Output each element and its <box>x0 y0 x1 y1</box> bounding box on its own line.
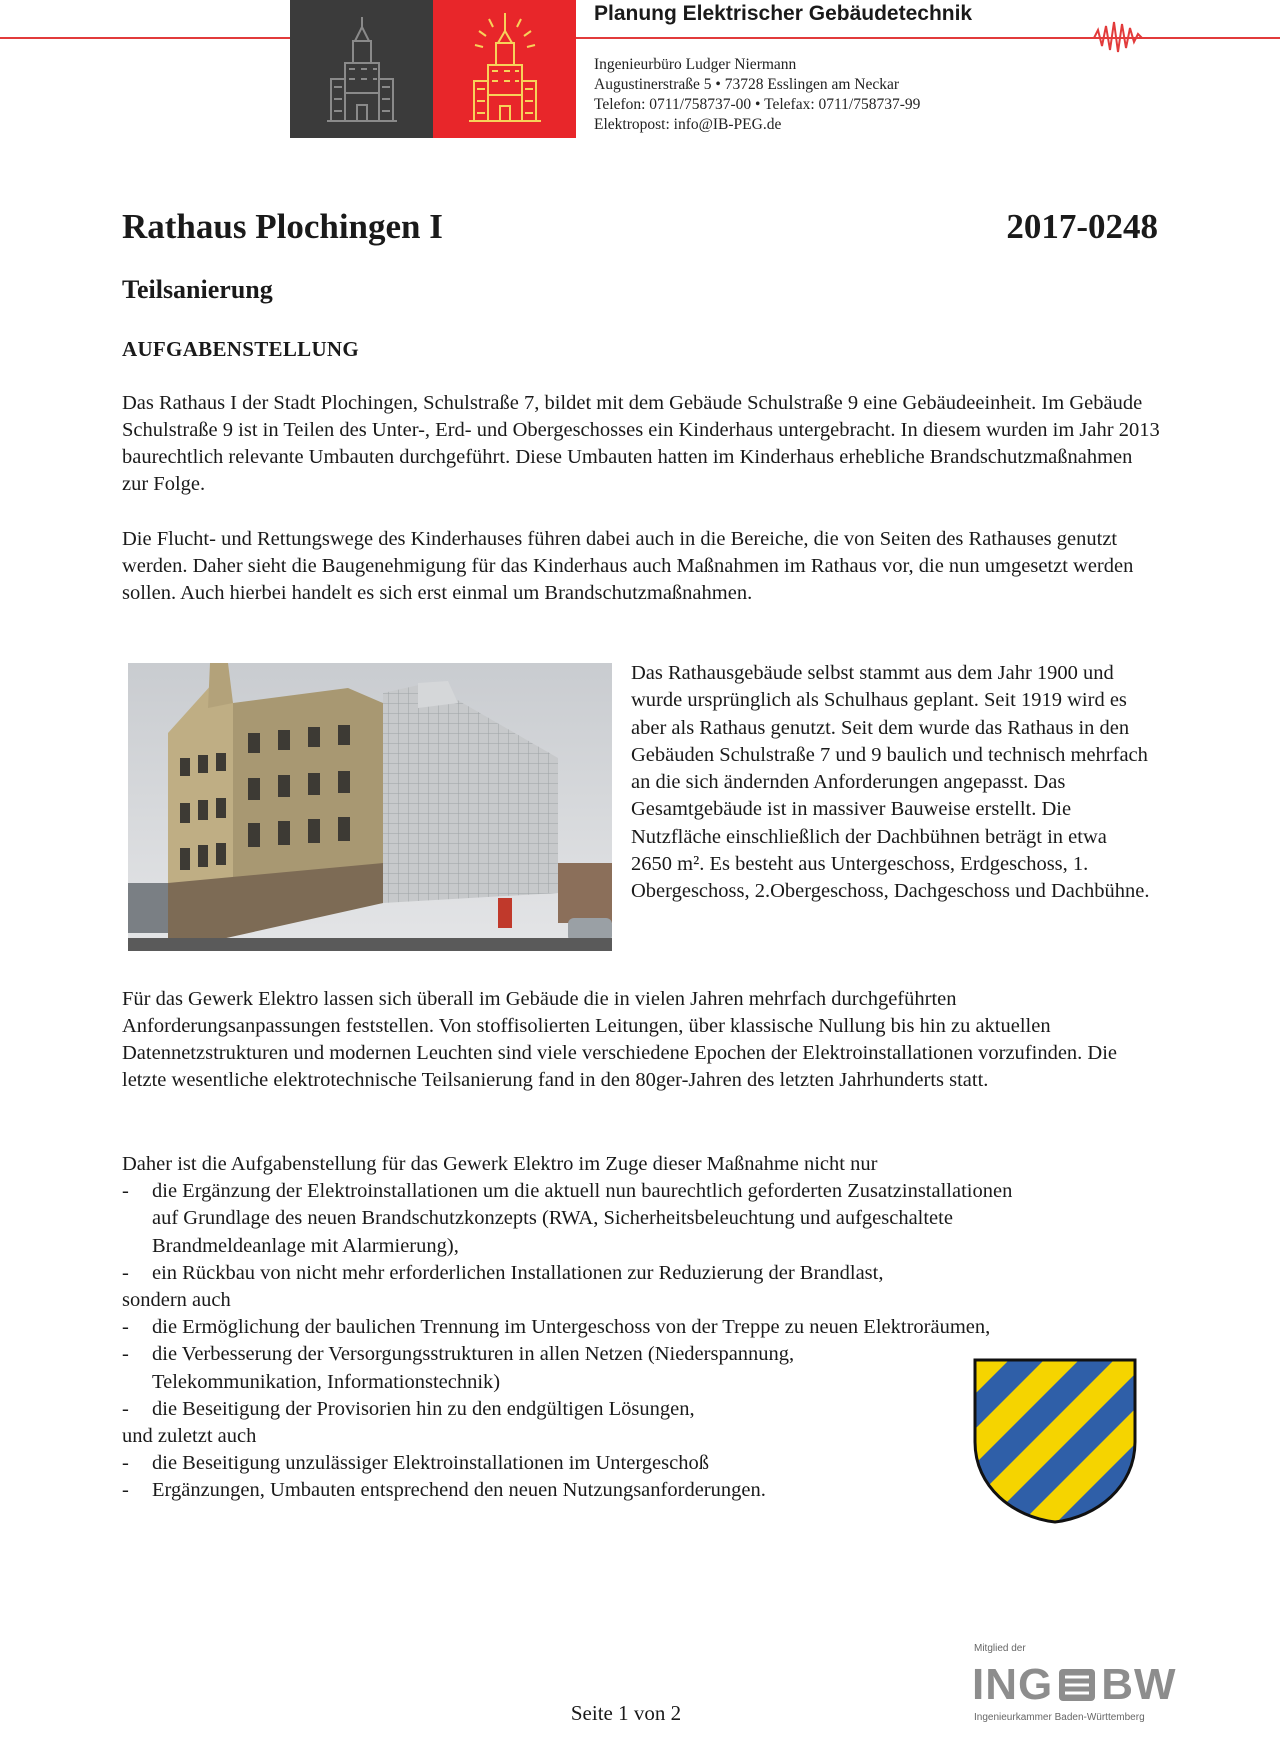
list-bullet: - <box>122 1452 129 1475</box>
office-address: Augustinerstraße 5 • 73728 Esslingen am Neckar <box>594 76 900 93</box>
list-item-text: die Beseitigung der Provisorien hin zu den endgültigen Lösungen, <box>152 1397 695 1420</box>
project-number: 2017-0248 <box>1006 207 1158 246</box>
ingbw-subtitle: Ingenieurkammer Baden-Württemberg <box>974 1712 1145 1723</box>
list-intro: Daher ist die Aufgabenstellung für das Gewerk Elektro im Zuge dieser Maßnahme nicht nur <box>122 1153 878 1175</box>
list-item <box>122 1260 1182 1287</box>
city-hall-lit-icon <box>455 9 555 129</box>
paragraph-escape-routes: Die Flucht- und Rettungswege des Kinderhauses führen dabei auch in die Bereiche, die von Seiten des Rathauses genutzt werden. Daher sieht die Baugenehmigung für das Kinderhaus auch Maßnahmen im Rathaus vor, die nun umgesetzt werden sollen. Auch hierbei handelt es sich erst einmal um Brandschutzmaßnahmen. <box>122 528 1134 604</box>
project-title: Rathaus Plochingen I <box>122 207 443 246</box>
list-item <box>122 1314 1182 1341</box>
list-connector: und zuletzt auch <box>122 1425 257 1448</box>
list-item-text: die Ergänzung der Elektroinstallationen um die aktuell nun baurechtlich geforderten Zusatzinstallationen auf Grundlage des neuen Brandschutzkonzepts (RWA, Sicherheitsbeleuchtung und aufgeschaltete Brandmeldeanlage mit Alarmierung), <box>152 1180 1013 1257</box>
paragraph-electrical-state: Für das Gewerk Elektro lassen sich überall im Gebäude die in vielen Jahren mehrfach durchgeführten Anforderungsanpassungen feststellen. Von stoffisolierten Leitungen, über klassische Nullung bis hin zu aktuellen Datennetzstrukturen und modernen Leuchten sind viele verschiedene Epochen der Elektroinstallationen vorzufinden. Die letzte wesentliche elektrotechnische Teilsanierung fand in den 80ger-Jahren des letzten Jahrhunderts statt. <box>122 988 1118 1091</box>
logo-tile-red <box>433 0 576 138</box>
signal-wave-icon <box>1086 12 1176 62</box>
company-title: Planung Elektrischer Gebäudetechnik <box>594 2 982 26</box>
state-crest-icon <box>1057 1665 1097 1705</box>
list-bullet: - <box>122 1343 129 1366</box>
city-hall-icon <box>317 9 407 129</box>
page-number: Seite 1 von 2 <box>570 1701 682 1725</box>
list-item <box>122 1178 1182 1260</box>
list-bullet: - <box>122 1397 129 1420</box>
logo-tile-gray <box>290 0 433 138</box>
project-subtitle: Teilsanierung <box>122 275 273 304</box>
list-bullet: - <box>122 1261 129 1284</box>
list-item-text: die Verbesserung der Versorgungsstrukturen in allen Netzen (Niederspannung, Telekommunikation, Informationstechnik) <box>152 1343 795 1393</box>
list-bullet: - <box>122 1479 129 1502</box>
office-name: Ingenieurbüro Ludger Niermann <box>594 56 797 73</box>
company-contact-block <box>594 55 920 135</box>
list-item-text: ein Rückbau von nicht mehr erforderlichen Installationen zur Reduzierung der Brandlast, <box>152 1261 884 1284</box>
ingbw-logo-left: ING <box>972 1660 1054 1709</box>
paragraph-intro: Das Rathaus I der Stadt Plochingen, Schulstraße 7, bildet mit dem Gebäude Schulstraße 9 eine Gebäudeeinheit. Im Gebäude Schulstraße 9 ist in Teilen des Unter-, Erd- und Obergeschosses ein Kinderhaus untergebracht. In diesem wurden im Jahr 2013 baurechtlich relevante Umbauten durchgeführt. Diese Umbauten hatten im Kinderhaus erhebliche Brandschutzmaßnahmen zur Folge. <box>122 392 1160 495</box>
list-bullet: - <box>122 1180 129 1203</box>
member-label: Mitglied der <box>974 1643 1026 1654</box>
section-heading: AUFGABENSTELLUNG <box>122 337 360 361</box>
office-phone-fax: Telefon: 0711/758737-00 • Telefax: 0711/758737-99 <box>594 96 921 113</box>
list-item-text: Ergänzungen, Umbauten entsprechend den neuen Nutzungsanforderungen. <box>152 1479 766 1502</box>
ingbw-logo <box>972 1660 1177 1710</box>
town-hall-photo <box>128 663 612 951</box>
list-bullet: - <box>122 1316 129 1339</box>
paragraph-building-history: Das Rathausgebäude selbst stammt aus dem Jahr 1900 und wurde ursprünglich als Schulhaus geplant. Seit 1919 wird es aber als Rathaus genutzt. Seit dem wurde das Rathaus in den Gebäuden Schulstraße 7 und 9 baulich und technisch mehrfach an die sich ändernden Anforderungen angepasst. Das Gesamtgebäude ist in massiver Bauweise erstellt. Die Nutzfläche einschließlich der Dachbühnen beträgt in etwa 2650 m². Es besteht aus Untergeschoss, Erdgeschoss, 1. Obergeschoss, 2.Obergeschoss, Dachgeschoss und Dachbühne. <box>631 662 1150 903</box>
office-email: Elektropost: info@IB-PEG.de <box>594 116 782 133</box>
ingbw-logo-right: BW <box>1101 1660 1177 1709</box>
coat-of-arms-icon <box>972 1357 1138 1525</box>
list-connector: sondern auch <box>122 1289 231 1312</box>
list-item-text: die Ermöglichung der baulichen Trennung im Untergeschoss von der Treppe zu neuen Elektroräumen, <box>152 1316 991 1339</box>
list-item-text: die Beseitigung unzulässiger Elektroinstallationen im Untergeschoß <box>152 1452 709 1475</box>
